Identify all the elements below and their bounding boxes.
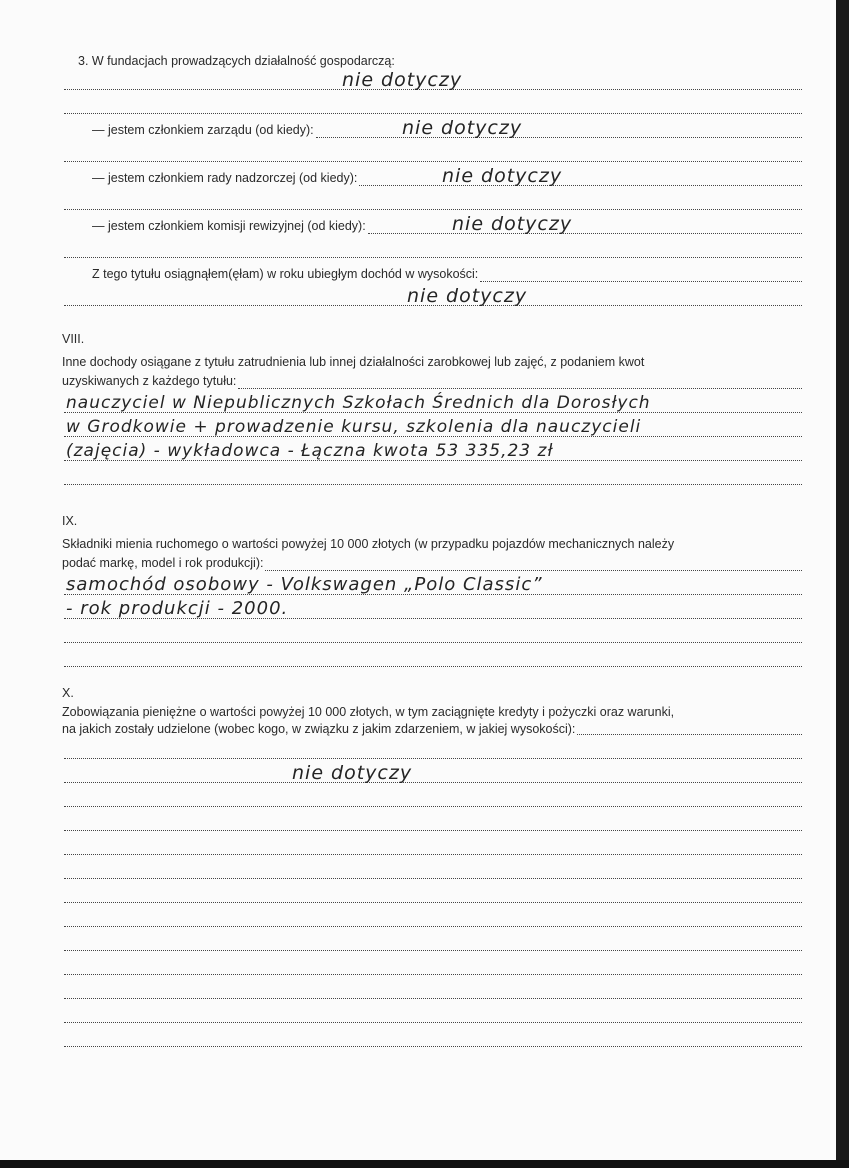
blank-line: [62, 981, 802, 1005]
scan-edge-bottom: [0, 1160, 849, 1168]
rada-answer: nie dotyczy: [442, 165, 563, 187]
zarzad-label: — jestem członkiem zarządu (od kiedy):: [92, 123, 314, 137]
section-10-line: [62, 721, 802, 741]
komisja-line: [92, 213, 802, 240]
rada-line: [92, 165, 802, 192]
blank-line: [62, 649, 802, 673]
blank-line: [62, 837, 802, 861]
dochod-answer-line: [62, 285, 802, 312]
handwritten-vehicle-2: - rok produkcji - 2000.: [66, 598, 289, 619]
section-8-heading: VIII.: [62, 332, 85, 346]
blank-line: [62, 813, 802, 837]
blank-line: [62, 1029, 802, 1053]
hw-line-3: [62, 443, 802, 467]
blank-line: [62, 957, 802, 981]
handwritten-obligations-answer: nie dotyczy: [292, 762, 413, 784]
blank-line: [62, 741, 802, 765]
section-10: [62, 682, 802, 1053]
handwritten-vehicle-1: samochód osobowy - Volkswagen „Polo Classic”: [66, 574, 543, 595]
blank-line: [62, 1005, 802, 1029]
dochod-label: Z tego tytułu osiągnąłem(ęłam) w roku ubiegłym dochód w wysokości:: [92, 267, 479, 281]
zarzad-line: [92, 117, 802, 144]
section-9-heading: IX.: [62, 514, 78, 528]
blank-line: [62, 909, 802, 933]
section-8-text: Inne dochody osiągane z tytułu zatrudnienia lub innej działalności zarobkowej lub zajęć, z podaniem kwot: [62, 355, 645, 369]
answer-line: [62, 69, 802, 96]
blank-line: [62, 885, 802, 909]
komisja-answer: nie dotyczy: [452, 213, 573, 235]
hw-line-vehicle-2: [62, 598, 802, 625]
blank-line: [62, 240, 802, 264]
blank-line: [62, 144, 802, 168]
blank-line: [62, 467, 802, 491]
dochod-answer: nie dotyczy: [407, 285, 528, 307]
section-3-heading: 3. W fundacjach prowadzących działalność gospodarczą:: [78, 54, 395, 68]
handwritten-income-3: (zajęcia) - wykładowca - Łączna kwota 53 335,23 zł: [66, 441, 554, 461]
blank-line: [62, 192, 802, 216]
handwritten-income-2: w Grodkowie + prowadzenie kursu, szkolenia dla nauczycieli: [66, 417, 642, 437]
section-8-text-2: uzyskiwanych z każdego tytułu:: [62, 374, 237, 388]
section-3: [62, 50, 802, 312]
blank-line: [62, 861, 802, 885]
section-10-heading: X.: [62, 686, 74, 700]
rada-label: — jestem członkiem rady nadzorczej (od kiedy):: [92, 171, 358, 185]
section-10-text-2: na jakich zostały udzielone (wobec kogo, w związku z jakim zdarzeniem, w jakiej wysokości):: [62, 722, 576, 736]
blank-line: [62, 789, 802, 813]
zarzad-answer: nie dotyczy: [402, 117, 523, 139]
section-10-text: Zobowiązania pieniężne o wartości powyżej 10 000 złotych, w tym zaciągnięte kredyty i pożyczki oraz warunki,: [62, 705, 675, 719]
handwritten-answer: nie dotyczy: [342, 69, 463, 91]
answer-line: [62, 762, 802, 789]
section-9-text: Składniki mienia ruchomego o wartości powyżej 10 000 złotych (w przypadku pojazdów mechanicznych należy: [62, 537, 675, 551]
handwritten-income-1: nauczyciel w Niepublicznych Szkołach Średnich dla Dorosłych: [66, 393, 651, 413]
scan-edge-right: [836, 0, 849, 1168]
section-8: [62, 328, 802, 491]
blank-line: [62, 625, 802, 649]
section-9: [62, 510, 802, 673]
section-9-text-2: podać markę, model i rok produkcji):: [62, 556, 264, 570]
blank-line: [62, 933, 802, 957]
komisja-label: — jestem członkiem komisji rewizyjnej (od kiedy):: [92, 219, 366, 233]
